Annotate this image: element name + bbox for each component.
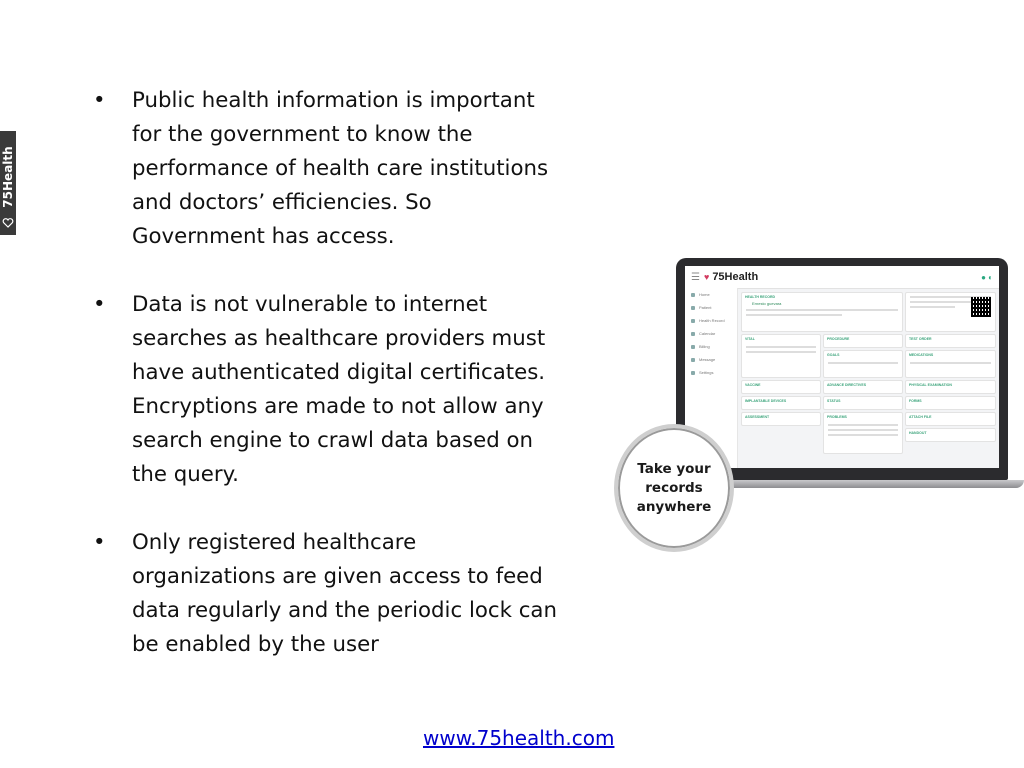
card-goals: GOALS (823, 350, 903, 378)
bullet-list (93, 84, 563, 696)
bullet-item: • Public health information is important for the government to know the performance of health care institutions and doctors’ efficiencies. So Government has access. (93, 84, 563, 254)
sidebar-item-settings: Settings (685, 366, 737, 379)
user-icon: ● ◐ (981, 272, 993, 282)
card-forms: FORMS (905, 396, 996, 410)
sidebar-item-health-record: Health Record (685, 314, 737, 327)
card-status: STATUS (823, 396, 903, 410)
card-physical-examination: PHYSICAL EXAMINATION (905, 380, 996, 394)
card-advance-directives: ADVANCE DIRECTIVES (823, 380, 903, 394)
records-badge (614, 424, 734, 552)
menu-icon: ☰ (691, 271, 700, 283)
side-brand-text: 75Health (1, 146, 15, 208)
app-brand: 75Health (712, 271, 759, 283)
sidebar-item-patient: Patient (685, 301, 737, 314)
sidebar-item-home: Home (685, 288, 737, 301)
laptop-screen (685, 266, 999, 468)
card-implantable-devices: IMPLANTABLE DEVICES (741, 396, 821, 410)
provider-card (905, 292, 996, 332)
sidebar-item-billing: Billing (685, 340, 737, 353)
card-assessment: ASSESSMENT (741, 412, 821, 426)
patient-card: HEALTH RECORD Ernesto guevara (741, 292, 903, 332)
card-problems: PROBLEMS (823, 412, 903, 454)
card-attach-file: ATTACH FILE (905, 412, 996, 426)
laptop-screen-frame (676, 258, 1008, 480)
card-medications: MEDICATIONS (905, 350, 996, 378)
card-vital: VITAL (741, 334, 821, 378)
card-vaccine: VACCINE (741, 380, 821, 394)
qr-code (971, 297, 991, 317)
card-handout: HANDOUT (905, 428, 996, 442)
badge-text: Take your records anywhere (636, 460, 712, 515)
card-test-order: TEST ORDER (905, 334, 996, 348)
sidebar-item-calendar: Calendar (685, 327, 737, 340)
heart-logo-icon (2, 217, 14, 229)
card-procedure: PROCEDURE (823, 334, 903, 348)
brand-heart-icon: ♥ (703, 272, 710, 282)
app-header (685, 266, 999, 289)
website-link[interactable]: www.75health.com (423, 726, 615, 750)
app-main (741, 292, 995, 468)
bullet-item: • Only registered healthcare organizations are given access to feed data regularly and the periodic lock can be enabled by the user (93, 526, 563, 662)
bullet-item: • Data is not vulnerable to internet searches as healthcare providers must have authenticated digital certificates. Encryptions are made to not allow any search engine to crawl data based on the query. (93, 288, 563, 492)
side-brand-logo (0, 131, 16, 235)
sidebar-item-message: Message (685, 353, 737, 366)
